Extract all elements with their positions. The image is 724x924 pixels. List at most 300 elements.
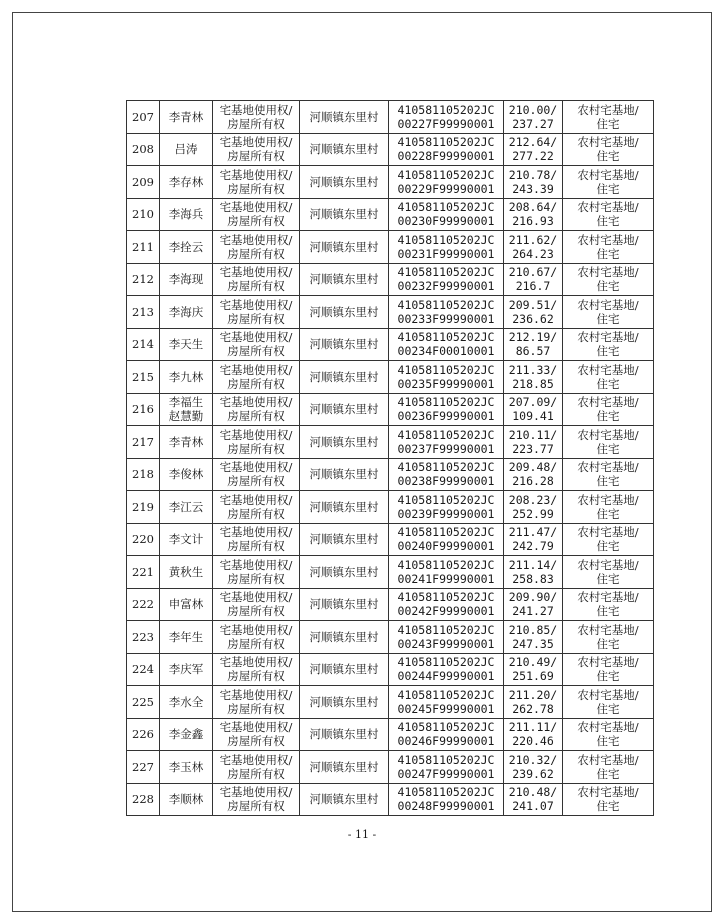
owner-name-cell: [160, 588, 213, 621]
owner-name-cell: [160, 133, 213, 166]
right-type-cell-line: 宅基地使用权/: [219, 557, 293, 572]
record-number-cell: 220: [127, 523, 160, 556]
unit-code-cell: [389, 393, 504, 426]
right-type-cell-line: 房屋所有权: [227, 441, 285, 456]
area-cell-line: 210.48/: [508, 785, 558, 800]
record-number-cell: 218: [127, 458, 160, 491]
record-number-cell: 212: [127, 263, 160, 296]
area-cell: [504, 686, 563, 719]
owner-name-cell-line: 李拴云: [168, 239, 204, 254]
table-row: [127, 588, 654, 621]
area-cell-line: 258.83: [512, 571, 554, 586]
right-type-cell-line: 宅基地使用权/: [219, 200, 293, 215]
unit-code-cell: [389, 198, 504, 231]
land-use-cell-line: 住宅: [596, 149, 620, 164]
area-cell-line: 211.20/: [508, 687, 558, 702]
area-cell: [504, 523, 563, 556]
area-cell-line: 109.41: [512, 409, 554, 424]
area-cell-line: 236.62: [512, 311, 554, 326]
record-number-cell: 213: [127, 296, 160, 329]
table-row: [127, 653, 654, 686]
right-type-cell: [213, 783, 300, 816]
owner-name-cell: [160, 198, 213, 231]
owner-name-cell-line: 申富林: [168, 597, 204, 612]
unit-code-cell: [389, 166, 504, 199]
right-type-cell-line: 房屋所有权: [227, 344, 285, 359]
owner-name-cell-line: 李江云: [168, 499, 204, 514]
right-type-cell-line: 房屋所有权: [227, 214, 285, 229]
owner-name-cell: [160, 101, 213, 134]
right-type-cell-line: 房屋所有权: [227, 506, 285, 521]
record-number-cell: 208: [127, 133, 160, 166]
right-type-cell: [213, 231, 300, 264]
area-cell-line: 207.09/: [508, 395, 558, 410]
area-cell-line: 239.62: [512, 766, 554, 781]
area-cell-line: 247.35: [512, 636, 554, 651]
right-type-cell-line: 宅基地使用权/: [219, 102, 293, 117]
area-cell-line: 209.51/: [508, 297, 558, 312]
right-type-cell-line: 宅基地使用权/: [219, 655, 293, 670]
area-cell: [504, 751, 563, 784]
right-type-cell: [213, 751, 300, 784]
land-use-cell-line: 住宅: [596, 246, 620, 261]
record-number-cell: 214: [127, 328, 160, 361]
record-number-cell: 228: [127, 783, 160, 816]
owner-name-cell-line: 李俊林: [168, 467, 204, 482]
location-cell: 河顺镇东里村: [300, 231, 389, 264]
right-type-cell-line: 房屋所有权: [227, 409, 285, 424]
unit-code-cell-line: 00228F99990001: [397, 149, 495, 164]
owner-name-cell-line: 李玉林: [168, 759, 204, 774]
area-cell: [504, 198, 563, 231]
right-type-cell-line: 房屋所有权: [227, 734, 285, 749]
unit-code-cell-line: 410581105202JC: [397, 785, 495, 800]
record-number-cell: 219: [127, 491, 160, 524]
area-cell-line: 216.7: [515, 279, 551, 294]
area-cell-line: 208.64/: [508, 200, 558, 215]
owner-name-cell-line: 黄秋生: [168, 564, 204, 579]
right-type-cell-line: 宅基地使用权/: [219, 460, 293, 475]
area-cell: [504, 393, 563, 426]
table-row: [127, 556, 654, 589]
location-cell: 河顺镇东里村: [300, 751, 389, 784]
land-use-cell: [563, 263, 654, 296]
right-type-cell-line: 房屋所有权: [227, 604, 285, 619]
right-type-cell-line: 宅基地使用权/: [219, 785, 293, 800]
owner-name-cell-line: 李海兵: [168, 207, 204, 222]
land-use-cell: [563, 491, 654, 524]
area-cell-line: 216.28: [512, 474, 554, 489]
area-cell: [504, 133, 563, 166]
unit-code-cell-line: 00227F99990001: [397, 116, 495, 131]
area-cell: [504, 426, 563, 459]
owner-name-cell-line: 李青林: [168, 109, 204, 124]
unit-code-cell-line: 410581105202JC: [397, 297, 495, 312]
land-use-cell: [563, 328, 654, 361]
owner-name-cell: [160, 296, 213, 329]
area-cell-line: 212.64/: [508, 135, 558, 150]
area-cell-line: 211.47/: [508, 525, 558, 540]
area-cell: [504, 328, 563, 361]
owner-name-cell: [160, 426, 213, 459]
land-use-cell-line: 农村宅基地/: [577, 557, 639, 572]
land-use-cell: [563, 361, 654, 394]
table-row: [127, 458, 654, 491]
location-cell: 河顺镇东里村: [300, 783, 389, 816]
unit-code-cell: [389, 686, 504, 719]
land-use-cell-line: 农村宅基地/: [577, 167, 639, 182]
area-cell: [504, 621, 563, 654]
unit-code-cell-line: 00243F99990001: [397, 636, 495, 651]
right-type-cell-line: 房屋所有权: [227, 669, 285, 684]
right-type-cell-line: 房屋所有权: [227, 539, 285, 554]
area-cell: [504, 718, 563, 751]
area-cell: [504, 361, 563, 394]
unit-code-cell-line: 410581105202JC: [397, 167, 495, 182]
right-type-cell-line: 房屋所有权: [227, 246, 285, 261]
right-type-cell-line: 房屋所有权: [227, 279, 285, 294]
area-cell: [504, 783, 563, 816]
record-number-cell: 223: [127, 621, 160, 654]
land-use-cell-line: 农村宅基地/: [577, 752, 639, 767]
table-row: [127, 296, 654, 329]
area-cell: [504, 491, 563, 524]
unit-code-cell-line: 00248F99990001: [397, 799, 495, 814]
land-use-cell-line: 农村宅基地/: [577, 427, 639, 442]
land-use-cell-line: 住宅: [596, 636, 620, 651]
land-use-cell-line: 农村宅基地/: [577, 200, 639, 215]
unit-code-cell: [389, 523, 504, 556]
area-cell-line: 210.78/: [508, 167, 558, 182]
owner-name-cell: [160, 523, 213, 556]
unit-code-cell-line: 410581105202JC: [397, 752, 495, 767]
land-use-cell-line: 住宅: [596, 181, 620, 196]
land-use-cell-line: 农村宅基地/: [577, 362, 639, 377]
area-cell-line: 241.07: [512, 799, 554, 814]
unit-code-cell-line: 410581105202JC: [397, 460, 495, 475]
location-cell: 河顺镇东里村: [300, 686, 389, 719]
land-use-cell-line: 住宅: [596, 474, 620, 489]
right-type-cell: [213, 263, 300, 296]
unit-code-cell-line: 410581105202JC: [397, 492, 495, 507]
right-type-cell-line: 房屋所有权: [227, 311, 285, 326]
owner-name-cell: [160, 718, 213, 751]
right-type-cell: [213, 458, 300, 491]
land-use-cell-line: 农村宅基地/: [577, 460, 639, 475]
unit-code-cell-line: 410581105202JC: [397, 362, 495, 377]
owner-name-cell: [160, 263, 213, 296]
land-use-cell: [563, 621, 654, 654]
location-cell: 河顺镇东里村: [300, 101, 389, 134]
table-row: [127, 133, 654, 166]
unit-code-cell-line: 00246F99990001: [397, 734, 495, 749]
right-type-cell-line: 宅基地使用权/: [219, 362, 293, 377]
owner-name-cell-line: 李青林: [168, 434, 204, 449]
land-use-cell-line: 住宅: [596, 214, 620, 229]
unit-code-cell-line: 410581105202JC: [397, 687, 495, 702]
owner-name-cell: [160, 751, 213, 784]
owner-name-cell: [160, 328, 213, 361]
right-type-cell: [213, 393, 300, 426]
registry-table: [126, 100, 654, 816]
unit-code-cell: [389, 751, 504, 784]
owner-name-cell-line: 赵慧勤: [168, 409, 204, 424]
land-use-cell: [563, 166, 654, 199]
area-cell-line: 210.49/: [508, 655, 558, 670]
right-type-cell-line: 宅基地使用权/: [219, 720, 293, 735]
owner-name-cell-line: 李文计: [168, 532, 204, 547]
unit-code-cell: [389, 653, 504, 686]
owner-name-cell-line: 李水全: [168, 694, 204, 709]
record-number-cell: 210: [127, 198, 160, 231]
page-number: - 11 -: [347, 828, 377, 841]
unit-code-cell: [389, 588, 504, 621]
owner-name-cell-line: 李金鑫: [168, 727, 204, 742]
owner-name-cell: [160, 653, 213, 686]
unit-code-cell-line: 410581105202JC: [397, 102, 495, 117]
table-row: [127, 491, 654, 524]
land-use-cell-line: 农村宅基地/: [577, 590, 639, 605]
unit-code-cell: [389, 491, 504, 524]
owner-name-cell-line: 李海庆: [168, 304, 204, 319]
area-cell-line: 210.67/: [508, 265, 558, 280]
area-cell-line: 242.79: [512, 539, 554, 554]
land-use-cell-line: 农村宅基地/: [577, 232, 639, 247]
right-type-cell-line: 宅基地使用权/: [219, 590, 293, 605]
land-use-cell: [563, 133, 654, 166]
land-use-cell-line: 农村宅基地/: [577, 265, 639, 280]
owner-name-cell-line: 吕涛: [174, 142, 198, 157]
area-cell-line: 251.69: [512, 669, 554, 684]
right-type-cell-line: 房屋所有权: [227, 149, 285, 164]
unit-code-cell-line: 410581105202JC: [397, 135, 495, 150]
record-number-cell: 224: [127, 653, 160, 686]
unit-code-cell: [389, 263, 504, 296]
area-cell: [504, 101, 563, 134]
unit-code-cell: [389, 621, 504, 654]
right-type-cell-line: 房屋所有权: [227, 636, 285, 651]
unit-code-cell-line: 00242F99990001: [397, 604, 495, 619]
unit-code-cell-line: 00247F99990001: [397, 766, 495, 781]
owner-name-cell: [160, 621, 213, 654]
right-type-cell-line: 宅基地使用权/: [219, 427, 293, 442]
table-row: [127, 783, 654, 816]
unit-code-cell-line: 00244F99990001: [397, 669, 495, 684]
unit-code-cell-line: 410581105202JC: [397, 655, 495, 670]
unit-code-cell: [389, 426, 504, 459]
land-use-cell: [563, 588, 654, 621]
owner-name-cell: [160, 361, 213, 394]
right-type-cell: [213, 426, 300, 459]
area-cell: [504, 458, 563, 491]
right-type-cell: [213, 718, 300, 751]
unit-code-cell-line: 00232F99990001: [397, 279, 495, 294]
owner-name-cell: [160, 491, 213, 524]
unit-code-cell: [389, 458, 504, 491]
land-use-cell-line: 农村宅基地/: [577, 102, 639, 117]
unit-code-cell-line: 00233F99990001: [397, 311, 495, 326]
right-type-cell: [213, 556, 300, 589]
record-number-cell: 216: [127, 393, 160, 426]
unit-code-cell-line: 410581105202JC: [397, 557, 495, 572]
land-use-cell-line: 农村宅基地/: [577, 720, 639, 735]
area-cell-line: 211.11/: [508, 720, 558, 735]
land-use-cell-line: 农村宅基地/: [577, 525, 639, 540]
owner-name-cell: [160, 556, 213, 589]
location-cell: 河顺镇东里村: [300, 588, 389, 621]
unit-code-cell-line: 410581105202JC: [397, 622, 495, 637]
unit-code-cell-line: 00241F99990001: [397, 571, 495, 586]
land-use-cell-line: 住宅: [596, 441, 620, 456]
land-use-cell: [563, 458, 654, 491]
unit-code-cell-line: 00234F00010001: [397, 344, 495, 359]
land-use-cell: [563, 556, 654, 589]
right-type-cell: [213, 523, 300, 556]
right-type-cell: [213, 686, 300, 719]
table-row: [127, 231, 654, 264]
unit-code-cell-line: 00239F99990001: [397, 506, 495, 521]
land-use-cell-line: 农村宅基地/: [577, 687, 639, 702]
table-row: [127, 686, 654, 719]
land-use-cell-line: 农村宅基地/: [577, 655, 639, 670]
location-cell: 河顺镇东里村: [300, 133, 389, 166]
land-use-cell-line: 住宅: [596, 701, 620, 716]
record-number-cell: 207: [127, 101, 160, 134]
table-row: [127, 166, 654, 199]
land-use-cell-line: 住宅: [596, 409, 620, 424]
area-cell-line: 264.23: [512, 246, 554, 261]
right-type-cell-line: 房屋所有权: [227, 116, 285, 131]
land-use-cell-line: 农村宅基地/: [577, 395, 639, 410]
owner-name-cell-line: 李存林: [168, 174, 204, 189]
location-cell: 河顺镇东里村: [300, 523, 389, 556]
table-row: [127, 198, 654, 231]
location-cell: 河顺镇东里村: [300, 166, 389, 199]
area-cell-line: 211.33/: [508, 362, 558, 377]
right-type-cell: [213, 328, 300, 361]
area-cell-line: 241.27: [512, 604, 554, 619]
land-use-cell-line: 住宅: [596, 506, 620, 521]
location-cell: 河顺镇东里村: [300, 621, 389, 654]
table-row: [127, 523, 654, 556]
right-type-cell: [213, 491, 300, 524]
land-use-cell-line: 住宅: [596, 376, 620, 391]
unit-code-cell: [389, 296, 504, 329]
land-use-cell-line: 住宅: [596, 344, 620, 359]
land-use-cell-line: 住宅: [596, 571, 620, 586]
area-cell-line: 86.57: [515, 344, 551, 359]
land-use-cell-line: 住宅: [596, 539, 620, 554]
area-cell-line: 223.77: [512, 441, 554, 456]
table-row: [127, 101, 654, 134]
location-cell: 河顺镇东里村: [300, 653, 389, 686]
owner-name-cell: [160, 686, 213, 719]
land-use-cell-line: 农村宅基地/: [577, 622, 639, 637]
area-cell-line: 262.78: [512, 701, 554, 716]
land-use-cell: [563, 101, 654, 134]
unit-code-cell-line: 00238F99990001: [397, 474, 495, 489]
table-row: [127, 328, 654, 361]
land-use-cell: [563, 231, 654, 264]
land-use-cell: [563, 426, 654, 459]
record-number-cell: 211: [127, 231, 160, 264]
land-use-cell-line: 农村宅基地/: [577, 492, 639, 507]
land-use-cell-line: 住宅: [596, 766, 620, 781]
record-number-cell: 221: [127, 556, 160, 589]
table-row: [127, 751, 654, 784]
right-type-cell-line: 宅基地使用权/: [219, 232, 293, 247]
right-type-cell-line: 宅基地使用权/: [219, 330, 293, 345]
area-cell-line: 212.19/: [508, 330, 558, 345]
location-cell: 河顺镇东里村: [300, 458, 389, 491]
record-number-cell: 226: [127, 718, 160, 751]
right-type-cell: [213, 588, 300, 621]
right-type-cell: [213, 621, 300, 654]
area-cell: [504, 653, 563, 686]
area-cell: [504, 556, 563, 589]
location-cell: 河顺镇东里村: [300, 426, 389, 459]
area-cell-line: 209.48/: [508, 460, 558, 475]
right-type-cell: [213, 296, 300, 329]
owner-name-cell: [160, 166, 213, 199]
right-type-cell-line: 宅基地使用权/: [219, 135, 293, 150]
location-cell: 河顺镇东里村: [300, 198, 389, 231]
land-use-cell: [563, 296, 654, 329]
owner-name-cell-line: 李天生: [168, 337, 204, 352]
unit-code-cell: [389, 231, 504, 264]
area-cell-line: 277.22: [512, 149, 554, 164]
area-cell-line: 210.11/: [508, 427, 558, 442]
record-number-cell: 217: [127, 426, 160, 459]
area-cell: [504, 263, 563, 296]
owner-name-cell: [160, 231, 213, 264]
right-type-cell-line: 宅基地使用权/: [219, 525, 293, 540]
area-cell-line: 210.00/: [508, 102, 558, 117]
location-cell: 河顺镇东里村: [300, 393, 389, 426]
right-type-cell-line: 宅基地使用权/: [219, 622, 293, 637]
location-cell: 河顺镇东里村: [300, 491, 389, 524]
owner-name-cell: [160, 393, 213, 426]
land-use-cell-line: 住宅: [596, 669, 620, 684]
location-cell: 河顺镇东里村: [300, 296, 389, 329]
area-cell-line: 220.46: [512, 734, 554, 749]
unit-code-cell: [389, 361, 504, 394]
right-type-cell-line: 宅基地使用权/: [219, 167, 293, 182]
owner-name-cell-line: 李福生: [168, 395, 204, 410]
right-type-cell-line: 房屋所有权: [227, 571, 285, 586]
right-type-cell-line: 宅基地使用权/: [219, 265, 293, 280]
land-use-cell-line: 住宅: [596, 799, 620, 814]
unit-code-cell-line: 410581105202JC: [397, 525, 495, 540]
owner-name-cell-line: 李九林: [168, 369, 204, 384]
land-use-cell-line: 住宅: [596, 311, 620, 326]
unit-code-cell: [389, 133, 504, 166]
location-cell: 河顺镇东里村: [300, 361, 389, 394]
unit-code-cell: [389, 328, 504, 361]
land-use-cell: [563, 686, 654, 719]
area-cell-line: 211.62/: [508, 232, 558, 247]
right-type-cell: [213, 166, 300, 199]
right-type-cell-line: 宅基地使用权/: [219, 395, 293, 410]
location-cell: 河顺镇东里村: [300, 263, 389, 296]
right-type-cell: [213, 133, 300, 166]
record-number-cell: 222: [127, 588, 160, 621]
owner-name-cell-line: 李顺林: [168, 792, 204, 807]
land-use-cell: [563, 198, 654, 231]
area-cell-line: 237.27: [512, 116, 554, 131]
right-type-cell: [213, 101, 300, 134]
record-number-cell: 225: [127, 686, 160, 719]
